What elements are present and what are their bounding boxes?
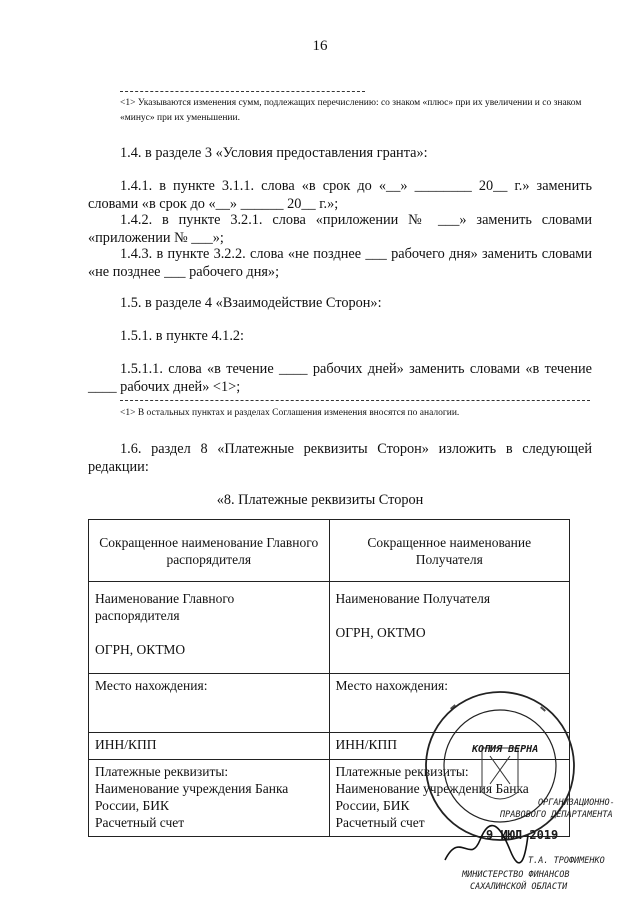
- payment-right-line-1: Платежные реквизиты:: [335, 764, 469, 779]
- stamp-ministry-line-1: МИНИСТЕРСТВО ФИНАНСОВ: [462, 870, 570, 880]
- location-left-cell: Место нахождения:: [89, 674, 330, 733]
- payment-right-line-2: Наименование учреждения Банка России, БИК: [335, 781, 529, 813]
- payment-right-line-3: Расчетный счет: [335, 815, 425, 830]
- paragraph-1-5: 1.5. в разделе 4 «Взаимодействие Сторон»:: [120, 295, 382, 311]
- footnote-separator-mid: [120, 400, 590, 401]
- paragraph-1-6: 1.6. раздел 8 «Платежные реквизиты Сторон» изложить в следующей редакции:: [88, 441, 592, 475]
- name-right-cell: [329, 582, 570, 674]
- table-row: [89, 582, 570, 674]
- payment-left-line-2: Наименование учреждения Банка России, БИК: [95, 781, 289, 813]
- stamp-signer: Т.А. ТРОФИМЕНКО: [528, 856, 605, 866]
- page-number: 16: [312, 38, 328, 54]
- stamp-dept-line-2: ПРАВОВОГО ДЕПАРТАМЕНТА: [500, 810, 613, 820]
- ogrn-left-label: ОГРН, ОКТМО: [95, 642, 186, 657]
- table-row: [89, 520, 570, 582]
- section-title: «8. Платежные реквизиты Сторон: [216, 492, 424, 508]
- name-left-label: Наименование Главного распорядителя: [95, 591, 235, 623]
- footnote-mid: <1> В остальных пунктах и разделах Соглашения изменения вносятся по аналогии.: [120, 408, 460, 418]
- inn-right-cell: ИНН/КПП: [329, 733, 570, 760]
- payment-left-line-3: Расчетный счет: [95, 815, 185, 830]
- signature-icon: [440, 820, 530, 870]
- paragraph-1-4: 1.4. в разделе 3 «Условия предоставления гранта»:: [120, 145, 428, 161]
- copy-mark: КОПИЯ ВЕРНА: [472, 744, 539, 755]
- ogrn-right-label: ОГРН, ОКТМО: [335, 625, 426, 640]
- payment-left-cell: [89, 760, 330, 837]
- stamp-ministry-line-2: САХАЛИНСКОЙ ОБЛАСТИ: [470, 882, 568, 892]
- paragraph-1-5-1: 1.5.1. в пункте 4.1.2:: [120, 328, 245, 344]
- paragraph-1-4-1: 1.4.1. в пункте 3.1.1. слова «в срок до «__» ________ 20__ г.» заменить словами «в срок до «__» ______ 20__ г.»;: [88, 178, 592, 212]
- paragraph-1-4-2: 1.4.2. в пункте 3.2.1. слова «приложении № ___» заменить словами «приложении № ___»;: [88, 212, 592, 246]
- footnote-top: <1> Указываются изменения сумм, подлежащих перечислению: со знаком «плюс» при их увеличении и со знаком «минус» при их уменьшении.: [120, 98, 582, 123]
- payment-left-line-1: Платежные реквизиты:: [95, 764, 229, 779]
- name-right-label: Наименование Получателя: [335, 591, 491, 606]
- head-left-cell: Сокращенное наименование Главного распорядителя: [89, 520, 330, 582]
- name-left-cell: [89, 582, 330, 674]
- stamp-dept-line-1: ОРГАНИЗАЦИОННО-: [538, 798, 615, 808]
- inn-left-cell: ИНН/КПП: [89, 733, 330, 760]
- paragraph-1-5-1-1: 1.5.1.1. слова «в течение ____ рабочих дней» заменить словами «в течение ____ рабочих дней» <1>;: [88, 361, 592, 395]
- location-right-cell: Место нахождения:: [329, 674, 570, 733]
- footnote-separator: [120, 91, 365, 92]
- stamp-date: 9 ИЮЛ 2019: [486, 828, 559, 842]
- paragraph-1-4-3: 1.4.3. в пункте 3.2.2. слова «не позднее ___ рабочего дня» заменить словами «не позднее ___ рабочего дня»;: [88, 246, 592, 280]
- head-right-cell: Сокращенное наименование Получателя: [329, 520, 570, 582]
